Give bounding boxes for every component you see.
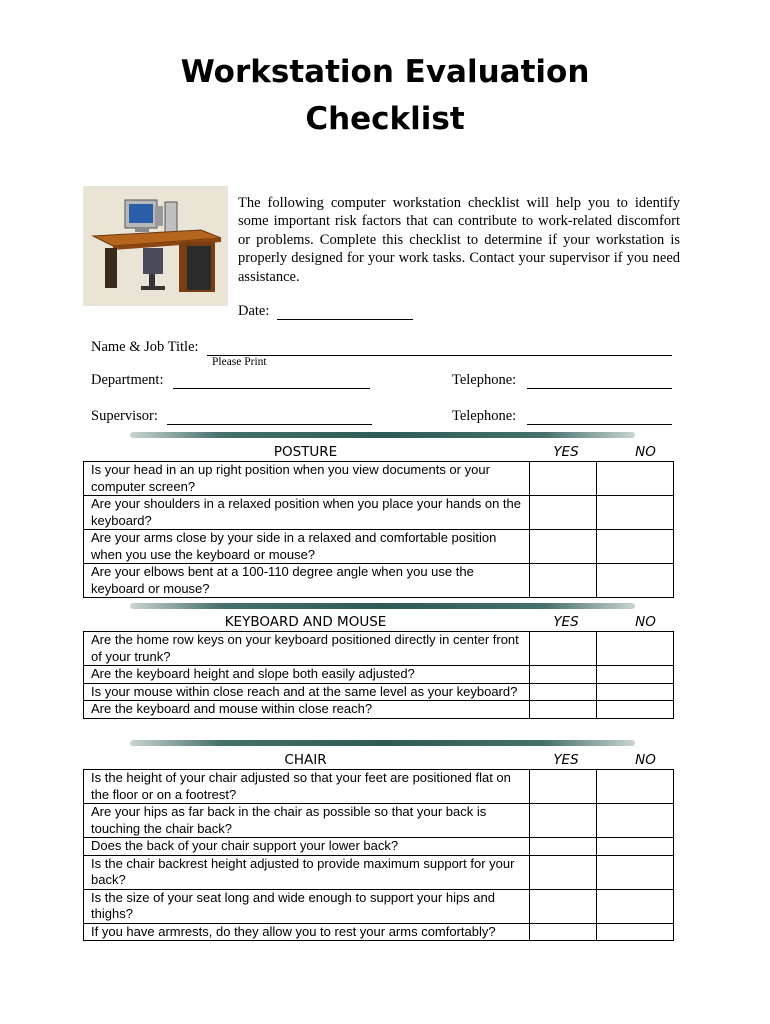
question-text: Are the home row keys on your keyboard positioned directly in center front of your trunk? bbox=[84, 632, 530, 666]
no-checkbox-cell[interactable] bbox=[597, 804, 674, 838]
telephone-field[interactable] bbox=[527, 388, 672, 389]
no-checkbox-cell[interactable] bbox=[597, 701, 674, 719]
question-text: If you have armrests, do they allow you to rest your arms comfortably? bbox=[84, 923, 530, 941]
no-column-header: NO bbox=[635, 444, 656, 460]
yes-column-header: YES bbox=[553, 444, 579, 460]
date-label: Date: bbox=[238, 303, 270, 319]
question-text: Are your arms close by your side in a relaxed and comfortable position when you use the keyboard or mouse? bbox=[84, 530, 530, 564]
no-column-header: NO bbox=[635, 614, 656, 630]
no-checkbox-cell[interactable] bbox=[597, 889, 674, 923]
department-field[interactable] bbox=[173, 388, 370, 389]
page-title-line2: Checklist bbox=[305, 101, 465, 137]
question-text: Is the chair backrest height adjusted to provide maximum support for your back? bbox=[84, 855, 530, 889]
department-label: Department: bbox=[91, 372, 164, 388]
no-checkbox-cell[interactable] bbox=[597, 855, 674, 889]
yes-checkbox-cell[interactable] bbox=[530, 496, 597, 530]
question-text: Are the keyboard and mouse within close reach? bbox=[84, 701, 530, 719]
question-text: Are the keyboard height and slope both easily adjusted? bbox=[84, 666, 530, 684]
table-row bbox=[84, 770, 674, 804]
name-job-title-field[interactable] bbox=[207, 355, 672, 356]
computer-desk-icon bbox=[83, 186, 228, 306]
yes-checkbox-cell[interactable] bbox=[530, 462, 597, 496]
table-row bbox=[84, 683, 674, 701]
yes-column-header: YES bbox=[553, 614, 579, 630]
name-job-title-label: Name & Job Title: bbox=[91, 339, 199, 355]
yes-checkbox-cell[interactable] bbox=[530, 770, 597, 804]
supervisor-telephone-label: Telephone: bbox=[452, 408, 517, 424]
yes-checkbox-cell[interactable] bbox=[530, 804, 597, 838]
yes-checkbox-cell[interactable] bbox=[530, 666, 597, 684]
question-text: Is the height of your chair adjusted so that your feet are positioned flat on the floor or on a footrest? bbox=[84, 770, 530, 804]
intro-paragraph: The following computer workstation checklist will help you to identify some important risk factors that can contribute to work-related discomfort or problems. Complete this checklist to determine if your workstation is properly designed for your work tasks. Contact your supervisor if you need assistance. bbox=[238, 195, 680, 285]
question-text: Is your mouse within close reach and at the same level as your keyboard? bbox=[84, 683, 530, 701]
table-row bbox=[84, 530, 674, 564]
section-title-chair: CHAIR bbox=[284, 752, 327, 768]
yes-checkbox-cell[interactable] bbox=[530, 530, 597, 564]
no-checkbox-cell[interactable] bbox=[597, 770, 674, 804]
table-row bbox=[84, 889, 674, 923]
question-text: Is your head in an up right position when you view documents or your computer screen? bbox=[84, 462, 530, 496]
no-checkbox-cell[interactable] bbox=[597, 683, 674, 701]
yes-checkbox-cell[interactable] bbox=[530, 701, 597, 719]
supervisor-telephone-field[interactable] bbox=[527, 424, 672, 425]
table-row bbox=[84, 923, 674, 941]
yes-checkbox-cell[interactable] bbox=[530, 923, 597, 941]
yes-checkbox-cell[interactable] bbox=[530, 683, 597, 701]
table-row bbox=[84, 838, 674, 856]
supervisor-field[interactable] bbox=[167, 424, 372, 425]
table-row bbox=[84, 701, 674, 719]
yes-checkbox-cell[interactable] bbox=[530, 838, 597, 856]
yes-checkbox-cell[interactable] bbox=[530, 632, 597, 666]
no-column-header: NO bbox=[635, 752, 656, 768]
yes-checkbox-cell[interactable] bbox=[530, 564, 597, 598]
date-field[interactable] bbox=[277, 319, 413, 320]
yes-checkbox-cell[interactable] bbox=[530, 889, 597, 923]
question-text: Are your shoulders in a relaxed position when you place your hands on the keyboard? bbox=[84, 496, 530, 530]
no-checkbox-cell[interactable] bbox=[597, 462, 674, 496]
no-checkbox-cell[interactable] bbox=[597, 530, 674, 564]
table-row bbox=[84, 666, 674, 684]
table-row bbox=[84, 462, 674, 496]
question-text: Are your elbows bent at a 100-110 degree angle when you use the keyboard or mouse? bbox=[84, 564, 530, 598]
no-checkbox-cell[interactable] bbox=[597, 632, 674, 666]
no-checkbox-cell[interactable] bbox=[597, 923, 674, 941]
question-text: Is the size of your seat long and wide enough to support your hips and thighs? bbox=[84, 889, 530, 923]
table-row bbox=[84, 855, 674, 889]
question-text: Does the back of your chair support your lower back? bbox=[84, 838, 530, 856]
page-title-line1: Workstation Evaluation bbox=[180, 54, 590, 90]
no-checkbox-cell[interactable] bbox=[597, 564, 674, 598]
section-divider bbox=[130, 432, 635, 438]
section-title-keyboard-mouse: KEYBOARD AND MOUSE bbox=[224, 614, 387, 630]
workstation-illustration bbox=[83, 186, 228, 306]
yes-checkbox-cell[interactable] bbox=[530, 855, 597, 889]
section-divider bbox=[130, 740, 635, 746]
table-row bbox=[84, 804, 674, 838]
no-checkbox-cell[interactable] bbox=[597, 838, 674, 856]
chair-checklist-table bbox=[83, 769, 674, 941]
table-row bbox=[84, 632, 674, 666]
table-row bbox=[84, 496, 674, 530]
section-title-posture: POSTURE bbox=[273, 444, 338, 460]
supervisor-label: Supervisor: bbox=[91, 408, 158, 424]
please-print-hint: Please Print bbox=[212, 356, 267, 368]
yes-column-header: YES bbox=[553, 752, 579, 768]
table-row bbox=[84, 564, 674, 598]
section-divider bbox=[130, 603, 635, 609]
keyboard-mouse-checklist-table bbox=[83, 631, 674, 719]
question-text: Are your hips as far back in the chair as possible so that your back is touching the chair back? bbox=[84, 804, 530, 838]
no-checkbox-cell[interactable] bbox=[597, 666, 674, 684]
no-checkbox-cell[interactable] bbox=[597, 496, 674, 530]
posture-checklist-table bbox=[83, 461, 674, 598]
telephone-label: Telephone: bbox=[452, 372, 517, 388]
